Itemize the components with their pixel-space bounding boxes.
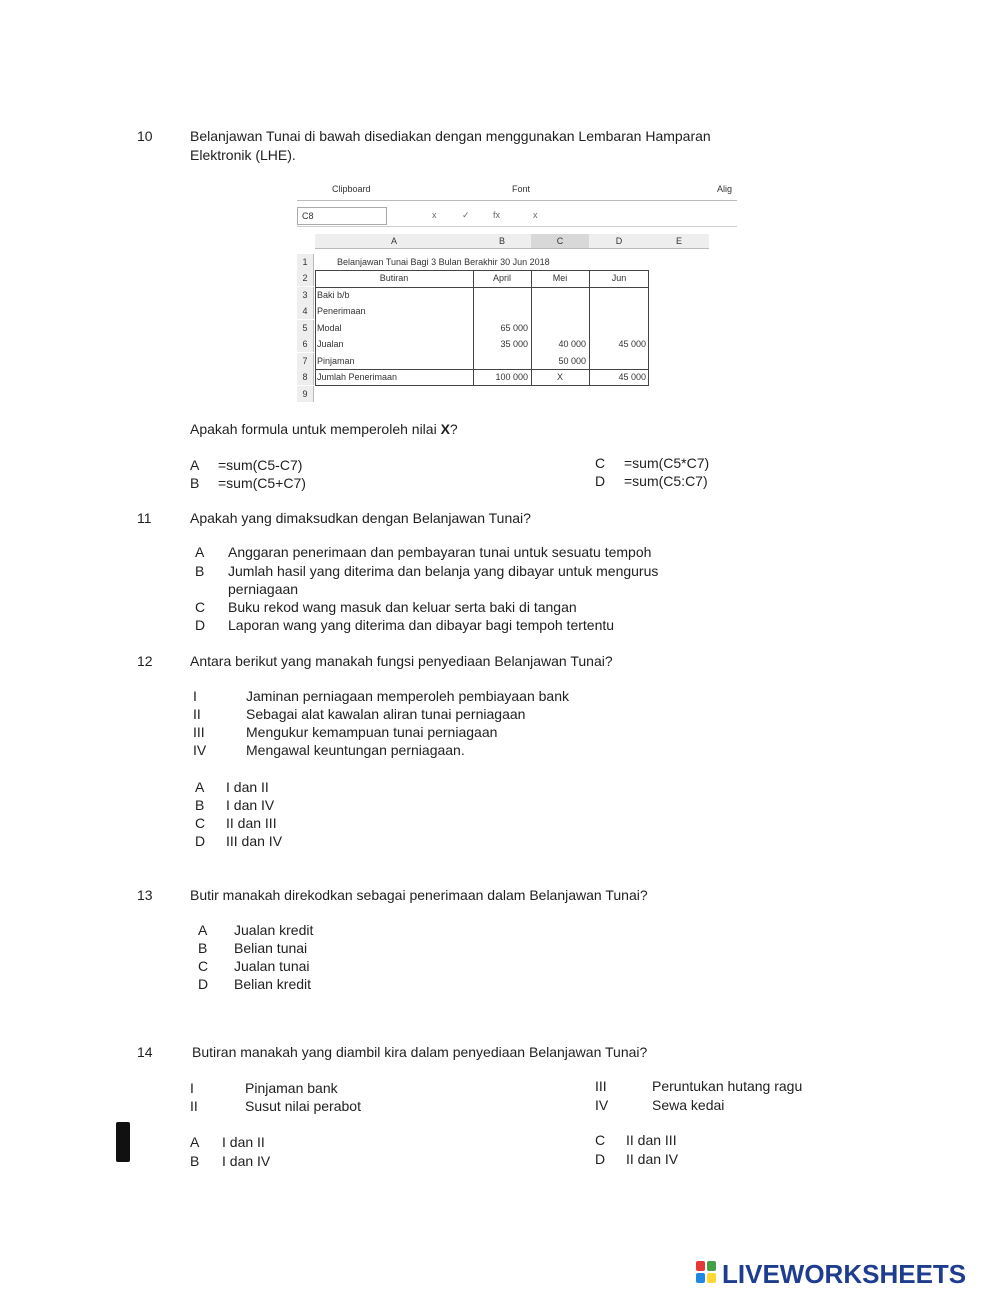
- q10-number: 10: [137, 128, 153, 144]
- q10-text-line2: Elektronik (LHE).: [190, 147, 296, 163]
- q11-option-b-letter[interactable]: B: [195, 563, 205, 579]
- q14-statement: Susut nilai perabot: [245, 1098, 361, 1114]
- q14-statement: Peruntukan hutang ragu: [652, 1078, 803, 1094]
- table-row-label: Baki b/b: [317, 290, 350, 300]
- ribbon-font: Font: [512, 184, 531, 194]
- th-jun: Jun: [611, 273, 627, 283]
- row-header: 5: [297, 320, 314, 336]
- row-header: 1: [297, 254, 314, 270]
- q13-option-a[interactable]: Jualan kredit: [234, 922, 314, 938]
- q13-option-d[interactable]: Belian kredit: [234, 976, 312, 992]
- q11-option-b-cont[interactable]: perniagaan: [228, 581, 299, 597]
- q10-option-a-letter[interactable]: A: [190, 457, 200, 473]
- q13-option-c-letter[interactable]: C: [198, 958, 209, 974]
- q12-text: Antara berikut yang manakah fungsi penyediaan Belanjawan Tunai?: [190, 653, 613, 669]
- ribbon: [297, 178, 737, 201]
- col-header-d: D: [589, 234, 649, 249]
- q10-question: Apakah formula untuk memperoleh nilai X?: [190, 421, 458, 437]
- table-cell: 45 000: [618, 339, 646, 349]
- q10-option-d-letter[interactable]: D: [595, 473, 606, 489]
- q13-option-c[interactable]: Jualan tunai: [234, 958, 310, 974]
- q12-option-a-letter[interactable]: A: [195, 779, 205, 795]
- function-icon: fx: [493, 210, 501, 220]
- q12-statement-roman: I: [193, 688, 197, 704]
- table-cell: 65 000: [500, 323, 528, 333]
- table-row-label: Jualan: [317, 339, 344, 349]
- table-cell: 40 000: [558, 339, 586, 349]
- q13-option-b-letter[interactable]: B: [198, 940, 208, 956]
- q10-text-line1: Belanjawan Tunai di bawah disediakan dengan menggunakan Lembaran Hamparan: [190, 128, 711, 144]
- ribbon-align: Alig: [717, 184, 733, 194]
- q14-statement-roman: II: [190, 1098, 198, 1114]
- q12-option-b-letter[interactable]: B: [195, 797, 205, 813]
- q11-text: Apakah yang dimaksudkan dengan Belanjawan Tunai?: [190, 510, 531, 526]
- scan-mark: [116, 1122, 130, 1162]
- row-header: 7: [297, 353, 314, 369]
- q11-option-d-letter[interactable]: D: [195, 617, 206, 633]
- q12-option-d[interactable]: III dan IV: [226, 833, 283, 849]
- q13-option-d-letter[interactable]: D: [198, 976, 209, 992]
- ribbon-clipboard: Clipboard: [332, 184, 371, 194]
- q14-option-c-letter[interactable]: C: [595, 1132, 606, 1148]
- q14-statement-roman: III: [595, 1078, 607, 1094]
- q13-text: Butir manakah direkodkan sebagai penerimaan dalam Belanjawan Tunai?: [190, 887, 648, 903]
- q11-number: 11: [137, 510, 152, 526]
- th-mei: Mei: [552, 273, 568, 283]
- q10-option-b-letter[interactable]: B: [190, 475, 200, 491]
- q11-option-a-letter[interactable]: A: [195, 544, 205, 560]
- q14-option-b-letter[interactable]: B: [190, 1153, 200, 1169]
- q14-option-b[interactable]: I dan IV: [222, 1153, 271, 1169]
- q12-statement: Sebagai alat kawalan aliran tunai perniagaan: [246, 706, 526, 722]
- formula-content: x: [533, 210, 538, 220]
- q10-option-c-letter[interactable]: C: [595, 455, 606, 471]
- q12-statement-roman: II: [193, 706, 201, 722]
- q14-option-d[interactable]: II dan IV: [626, 1151, 679, 1167]
- q12-option-c-letter[interactable]: C: [195, 815, 206, 831]
- q14-text: Butiran manakah yang diambil kira dalam penyediaan Belanjawan Tunai?: [192, 1044, 648, 1060]
- q14-statement: Pinjaman bank: [245, 1080, 338, 1096]
- enter-icon: ✓: [462, 210, 470, 220]
- q10-option-d[interactable]: =sum(C5:C7): [624, 473, 708, 489]
- th-april: April: [492, 273, 511, 283]
- q14-statement-roman: IV: [595, 1097, 609, 1113]
- q13-option-b[interactable]: Belian tunai: [234, 940, 308, 956]
- sheet-title: Belanjawan Tunai Bagi 3 Bulan Berakhir 30 Jun 2018: [337, 257, 550, 267]
- col-header-c: C: [531, 234, 589, 249]
- table-cell-x: X: [556, 372, 563, 382]
- q14-option-a[interactable]: I dan II: [222, 1134, 265, 1150]
- table-row-label: Jumlah Penerimaan: [317, 372, 398, 382]
- q13-option-a-letter[interactable]: A: [198, 922, 208, 938]
- q11-option-c-letter[interactable]: C: [195, 599, 206, 615]
- q12-statement: Mengukur kemampuan tunai perniagaan: [246, 724, 498, 740]
- liveworksheets-icon: [696, 1261, 718, 1285]
- table-cell: 100 000: [495, 372, 528, 382]
- th-butiran: Butiran: [379, 273, 409, 283]
- q12-option-d-letter[interactable]: D: [195, 833, 206, 849]
- q12-option-a[interactable]: I dan II: [226, 779, 269, 795]
- row-header: 6: [297, 336, 314, 352]
- q11-option-d[interactable]: Laporan wang yang diterima dan dibayar bagi tempoh tertentu: [228, 617, 615, 633]
- q12-option-c[interactable]: II dan III: [226, 815, 277, 831]
- row-header: 8: [297, 369, 314, 385]
- col-header-a: A: [315, 234, 473, 249]
- formula-bar: [297, 206, 737, 227]
- q10-option-b[interactable]: =sum(C5+C7): [218, 475, 306, 491]
- q14-number: 14: [137, 1044, 153, 1060]
- spreadsheet-screenshot: [297, 178, 737, 403]
- q14-option-d-letter[interactable]: D: [595, 1151, 606, 1167]
- cancel-icon: x: [432, 210, 437, 220]
- q12-number: 12: [137, 653, 153, 669]
- q14-statement: Sewa kedai: [652, 1097, 725, 1113]
- q11-option-c[interactable]: Buku rekod wang masuk dan keluar serta baki di tangan: [228, 599, 577, 615]
- q11-option-a[interactable]: Anggaran penerimaan dan pembayaran tunai untuk sesuatu tempoh: [228, 544, 652, 560]
- q12-statement: Jaminan perniagaan memperoleh pembiayaan bank: [246, 688, 569, 704]
- name-box: C8: [297, 207, 387, 225]
- q14-option-c[interactable]: II dan III: [626, 1132, 677, 1148]
- col-header-e: E: [649, 234, 709, 249]
- q14-option-a-letter[interactable]: A: [190, 1134, 200, 1150]
- q12-statement-roman: IV: [193, 742, 207, 758]
- table-row-label: Pinjaman: [317, 356, 355, 366]
- row-header: 2: [297, 270, 314, 286]
- row-header: 3: [297, 287, 314, 303]
- q10-option-c[interactable]: =sum(C5*C7): [624, 455, 710, 471]
- row-header: 9: [297, 386, 314, 402]
- q11-option-b[interactable]: Jumlah hasil yang diterima dan belanja yang dibayar untuk mengurus: [228, 563, 659, 579]
- q12-option-b[interactable]: I dan IV: [226, 797, 275, 813]
- q10-option-a[interactable]: =sum(C5-C7): [218, 457, 303, 473]
- table-row-label: Modal: [317, 323, 342, 333]
- row-header: 4: [297, 303, 314, 319]
- col-header-b: B: [473, 234, 531, 249]
- brand-name: LIVEWORKSHEETS: [722, 1259, 967, 1289]
- q13-number: 13: [137, 887, 153, 903]
- table-cell: 45 000: [618, 372, 646, 382]
- table-cell: 50 000: [558, 356, 586, 366]
- table-row-label: Penerimaan: [317, 306, 366, 316]
- q12-statement: Mengawal keuntungan perniagaan.: [246, 742, 465, 758]
- table-cell: 35 000: [500, 339, 528, 349]
- q14-statement-roman: I: [190, 1080, 194, 1096]
- q12-statement-roman: III: [193, 724, 205, 740]
